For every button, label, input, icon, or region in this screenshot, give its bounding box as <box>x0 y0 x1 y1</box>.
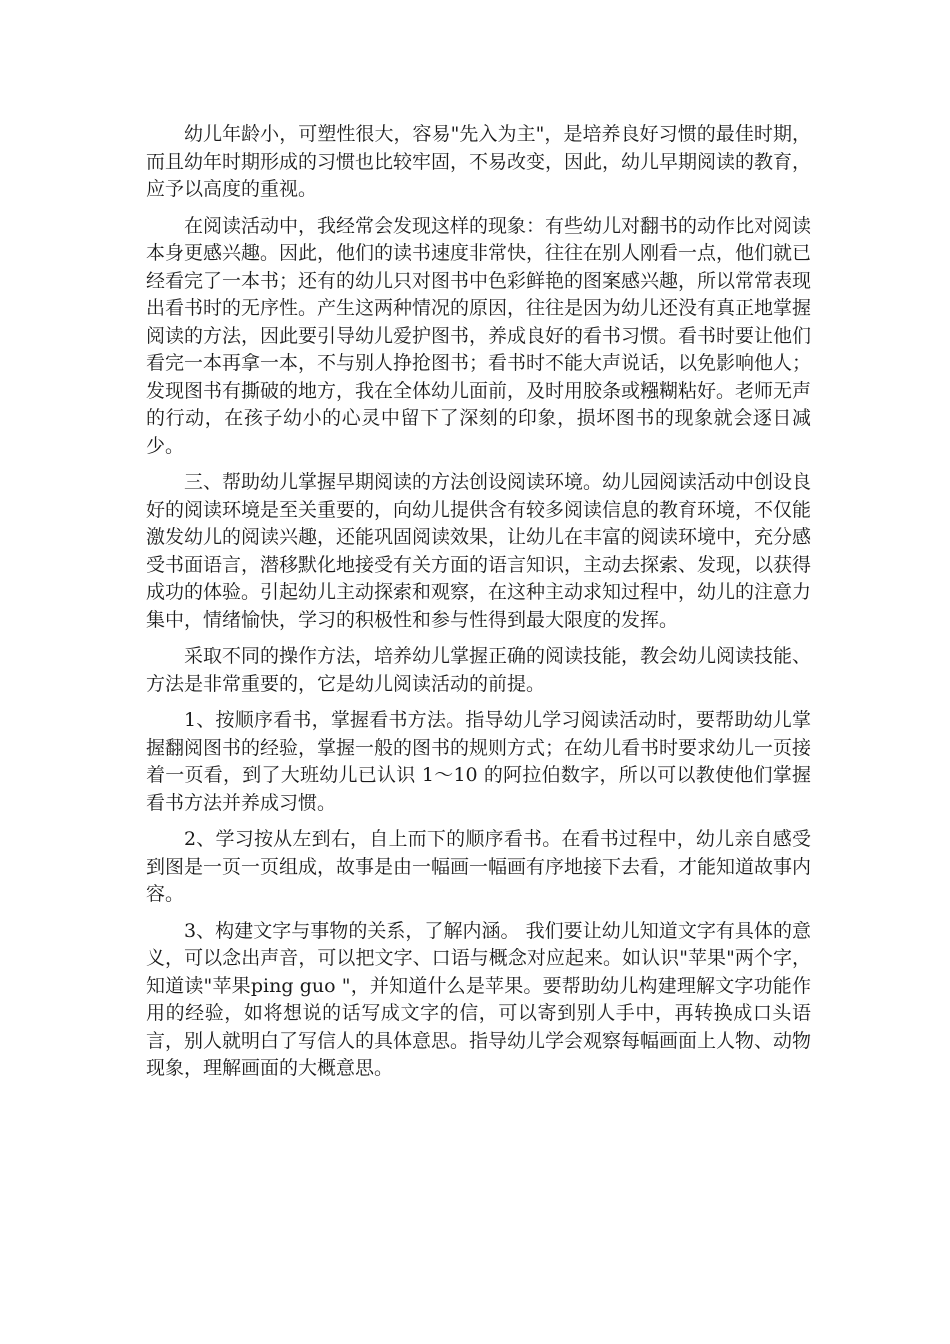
paragraph-5: 1、按顺序看书，掌握看书方法。指导幼儿学习阅读活动时，要帮助幼儿掌握翻阅图书的经验，掌握一般的图书的规则方式；在幼儿看书时要求幼儿一页接着一页看，到了大班幼儿已认识 1～10 的阿拉伯数字，所以可以教使他们掌握看书方法并养成习惯。 <box>146 709 812 814</box>
paragraph-1: 幼儿年龄小，可塑性很大，容易"先入为主"，是培养良好习惯的最佳时期，而且幼年时期形成的习惯也比较牢固，不易改变，因此，幼儿早期阅读的教育，应予以高度的重视。 <box>146 123 812 200</box>
paragraph-7: 3、构建文字与事物的关系，了解内涵。 我们要让幼儿知道文字有具体的意义，可以念出声音，可以把文字、口语与概念对应起来。如认识"苹果"两个字，知道读"苹果ping guo "，并知道什么是苹果。要帮助幼儿构建理解文字功能作用的经验，如将想说的话写成文字的信，可以寄到别人手中，再转换成口头语言，别人就明白了写信人的具体意思。指导幼儿学会观察每幅画面上人物、动物现象，理解画面的大概意思。 <box>146 919 812 1079</box>
paragraph-6: 2、学习按从左到右，自上而下的顺序看书。在看书过程中，幼儿亲自感受到图是一页一页组成，故事是由一幅画一幅画有序地接下去看，才能知道故事内容。 <box>146 828 812 905</box>
paragraph-2: 在阅读活动中，我经常会发现这样的现象：有些幼儿对翻书的动作比对阅读本身更感兴趣。因此，他们的读书速度非常快，往往在别人刚看一点，他们就已经看完了一本书；还有的幼儿只对图书中色彩鲜艳的图案感兴趣，所以常常表现出看书时的无序性。产生这两种情况的原因，往往是因为幼儿还没有真正地掌握阅读的方法，因此要引导幼儿爱护图书，养成良好的看书习惯。看书时要让他们看完一本再拿一本，不与别人挣抢图书；看书时不能大声说话，以免影响他人；发现图书有撕破的地方，我在全体幼儿面前，及时用胶条或糨糊粘好。老师无声的行动，在孩子幼小的心灵中留下了深刻的印象，损坏图书的现象就会逐日减少。 <box>146 214 812 457</box>
paragraph-3: 三、帮助幼儿掌握早期阅读的方法创设阅读环境。幼儿园阅读活动中创设良好的阅读环境是至关重要的，向幼儿提供含有较多阅读信息的教育环境，不仅能激发幼儿的阅读兴趣，还能巩固阅读效果，让幼儿在丰富的阅读环境中，充分感受书面语言，潜移默化地接受有关方面的语言知识，主动去探索、发现，以获得成功的体验。引起幼儿主动探索和观察，在这种主动求知过程中，幼儿的注意力集中，情绪愉快，学习的积极性和参与性得到最大限度的发挥。 <box>146 471 812 631</box>
document-body <box>146 121 811 1092</box>
paragraph-4: 采取不同的操作方法，培养幼儿掌握正确的阅读技能，教会幼儿阅读技能、方法是非常重要的，它是幼儿阅读活动的前提。 <box>146 645 812 695</box>
